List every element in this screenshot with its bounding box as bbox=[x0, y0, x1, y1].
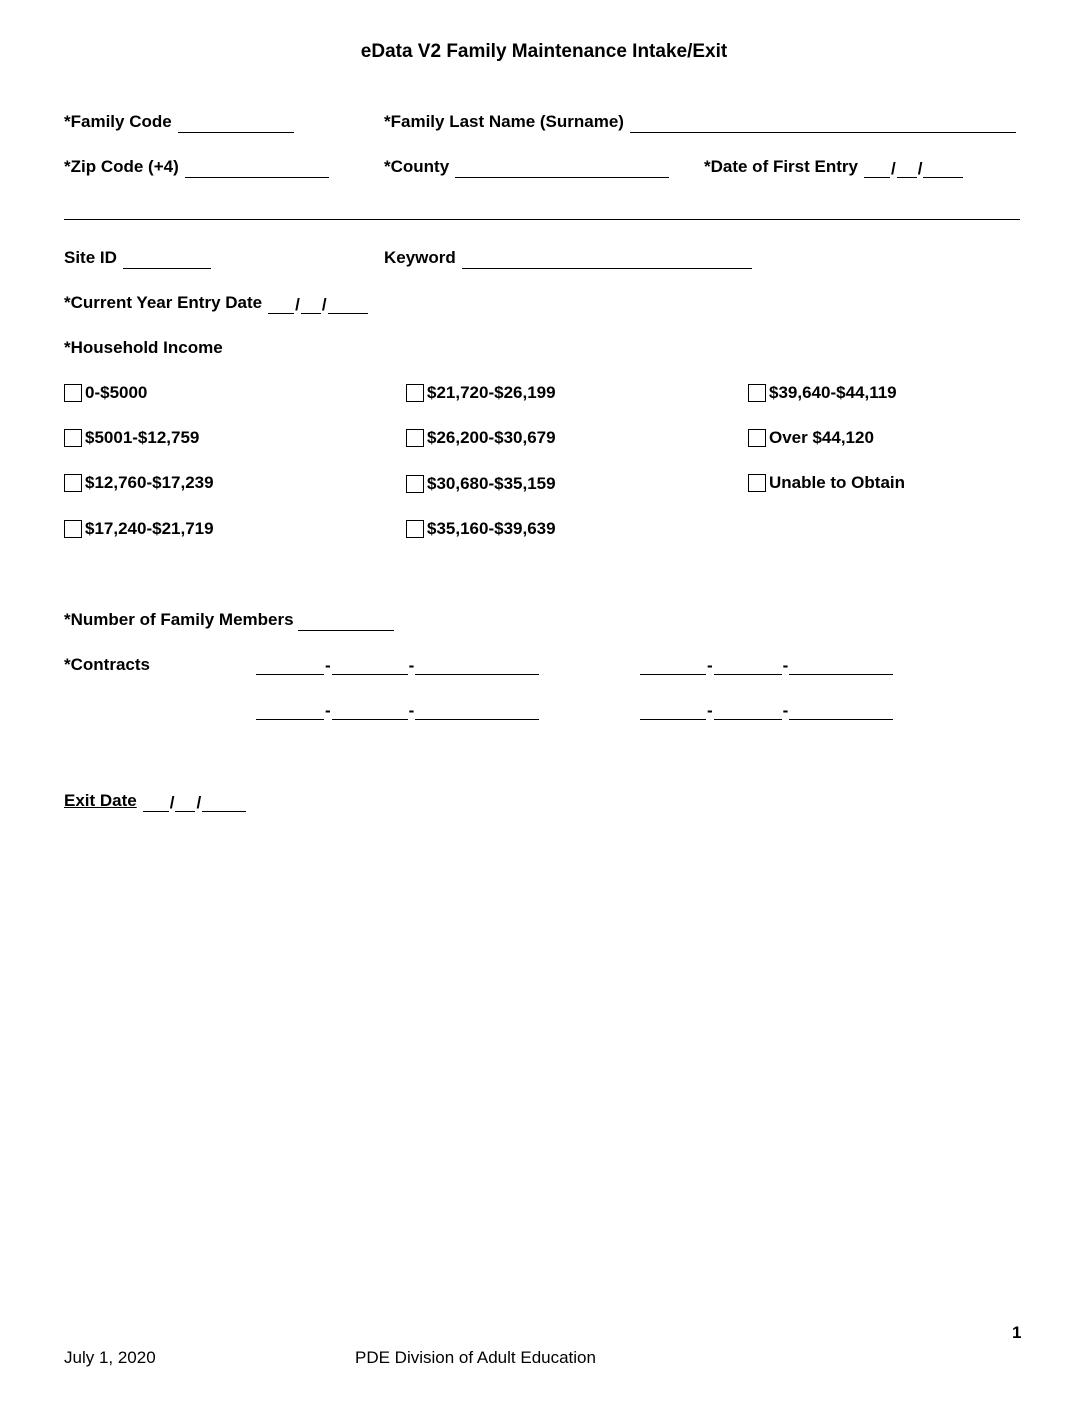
site-id-label: Site ID bbox=[64, 248, 117, 267]
footer-organization: PDE Division of Adult Education bbox=[355, 1348, 596, 1367]
date-first-entry-label: *Date of First Entry bbox=[704, 157, 858, 176]
income-option-label: $12,760-$17,239 bbox=[85, 473, 214, 492]
current-year-entry-date-blank[interactable]: / / bbox=[268, 295, 367, 314]
keyword-field[interactable] bbox=[384, 247, 752, 269]
family-code-label: *Family Code bbox=[64, 112, 172, 131]
income-option-label: $30,680-$35,159 bbox=[427, 474, 556, 493]
family-code-field[interactable] bbox=[64, 111, 294, 133]
current-year-entry-date-label: *Current Year Entry Date bbox=[64, 293, 263, 312]
checkbox[interactable] bbox=[64, 429, 82, 447]
income-option[interactable] bbox=[64, 427, 199, 449]
income-option-label: Over $44,120 bbox=[769, 428, 874, 447]
income-option[interactable] bbox=[406, 427, 556, 449]
income-option-label: 0-$5000 bbox=[85, 383, 148, 402]
income-option[interactable] bbox=[406, 382, 556, 404]
keyword-blank[interactable] bbox=[462, 250, 752, 269]
page-title: eData V2 Family Maintenance Intake/Exit bbox=[360, 41, 728, 62]
contract-blank[interactable]: - - bbox=[640, 701, 893, 720]
checkbox[interactable] bbox=[64, 520, 82, 538]
contract-blank[interactable]: - - bbox=[640, 656, 893, 675]
site-id-blank[interactable] bbox=[123, 250, 211, 269]
county-blank[interactable] bbox=[455, 159, 669, 178]
income-option[interactable] bbox=[748, 382, 897, 404]
family-last-name-field[interactable] bbox=[384, 111, 1016, 133]
date-first-entry-field[interactable] bbox=[704, 156, 963, 178]
footer-date: July 1, 2020 bbox=[64, 1348, 156, 1367]
section-divider bbox=[64, 219, 1020, 220]
checkbox[interactable] bbox=[406, 475, 424, 493]
county-field[interactable] bbox=[384, 156, 669, 178]
zip-code-field[interactable] bbox=[64, 156, 329, 178]
exit-date-field[interactable] bbox=[64, 790, 246, 812]
family-last-name-blank[interactable] bbox=[630, 114, 1016, 133]
site-id-field[interactable] bbox=[64, 247, 211, 269]
number-family-members-label: *Number of Family Members bbox=[64, 610, 294, 629]
household-income-label: *Household Income bbox=[64, 338, 223, 357]
income-option-label: $35,160-$39,639 bbox=[427, 519, 556, 538]
exit-date-blank[interactable]: / / bbox=[143, 793, 246, 812]
family-code-blank[interactable] bbox=[178, 114, 294, 133]
income-option[interactable] bbox=[406, 518, 556, 540]
income-option[interactable] bbox=[748, 427, 874, 449]
checkbox[interactable] bbox=[64, 474, 82, 492]
county-label: *County bbox=[384, 157, 450, 176]
income-option[interactable] bbox=[64, 382, 147, 404]
exit-date-label: Exit Date bbox=[64, 791, 137, 810]
page-number: 1 bbox=[1012, 1323, 1022, 1342]
income-option-label: $39,640-$44,119 bbox=[769, 383, 897, 402]
checkbox[interactable] bbox=[748, 384, 766, 402]
contract-blank[interactable]: - - bbox=[256, 701, 539, 720]
zip-code-blank[interactable] bbox=[185, 159, 329, 178]
income-option-label: $17,240-$21,719 bbox=[85, 519, 214, 538]
checkbox[interactable] bbox=[748, 429, 766, 447]
income-option[interactable] bbox=[64, 472, 214, 494]
checkbox[interactable] bbox=[406, 520, 424, 538]
income-option-label: Unable to Obtain bbox=[769, 473, 905, 492]
income-option[interactable] bbox=[64, 518, 214, 540]
checkbox[interactable] bbox=[406, 429, 424, 447]
contract-blank[interactable]: - - bbox=[256, 656, 539, 675]
number-family-members-blank[interactable] bbox=[298, 612, 394, 631]
income-option-label: $21,720-$26,199 bbox=[427, 383, 556, 402]
checkbox[interactable] bbox=[64, 384, 82, 402]
number-family-members-field[interactable] bbox=[64, 609, 394, 631]
keyword-label: Keyword bbox=[384, 248, 456, 267]
current-year-entry-date-field[interactable] bbox=[64, 292, 368, 314]
income-option-label: $5001-$12,759 bbox=[85, 428, 200, 447]
family-last-name-label: *Family Last Name (Surname) bbox=[384, 112, 624, 131]
zip-code-label: *Zip Code (+4) bbox=[64, 157, 179, 176]
income-option[interactable] bbox=[406, 473, 556, 495]
date-first-entry-blank[interactable]: / / bbox=[864, 159, 963, 178]
income-option-label: $26,200-$30,679 bbox=[427, 428, 556, 447]
income-option[interactable] bbox=[748, 472, 905, 494]
checkbox[interactable] bbox=[406, 384, 424, 402]
contracts-label: *Contracts bbox=[64, 655, 150, 674]
checkbox[interactable] bbox=[748, 474, 766, 492]
